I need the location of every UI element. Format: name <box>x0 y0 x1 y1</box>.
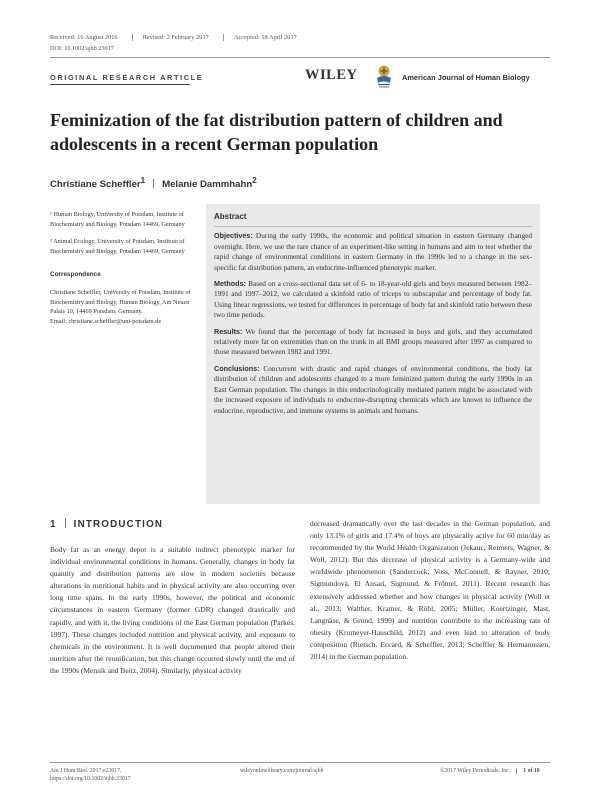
section-title: INTRODUCTION <box>73 519 164 530</box>
correspondence-heading: Correspondence <box>50 271 101 279</box>
header-rule <box>50 57 550 58</box>
body-text-column-1: Body fat as an energy depot is a suitable indirect phenotypic marker for individual environmental conditions in humans. Generally, changes in body fat quantity and distribution patterns are slow in modern societies because alterations in nutritional habits and in physical activity are also occurring over long time spans. In the early 1990s, however, the political and economic circumstances in eastern Germany (former GDR) changed drastically and rapidly, and with it, the living conditions of the East German population (Parkes, 1997). These changes included nutrition and physical activity, and exposure to chemicals in the environment. It is well documented that people altered their nutrition after the reunification, but this change occurred slowly until the end of the 1990s (Mensik and Beitz, 2004). Similarly, physical activity <box>50 545 295 675</box>
article-title: Feminization of the fat distribution pattern of children and adolescents in a recent German population <box>50 110 503 154</box>
author-affiliation-number: 1 <box>140 176 146 185</box>
footer-citation <box>50 767 131 784</box>
body-text-column-2: decreased dramatically over the last decades in the German population, and only 13.1% of girls and 17.4% of boys are physically active for 60 min/day as recommended by the World Health Organization (Jekauc, Reimers, Wagner, & Woll, 2012). But this decrease of physical activity is a Germany-wide and worldwide phenomenon (Sandercock, Voss, McConnell, & Rayner, 2010; Sigmundová, El Ansari, Sigmund, & Frömel, 2011). Recent research has extensively addressed whether and how changes in physical activity (Woll et al., 2013; Walther, Kramer, & Röbl, 2005; Müller, Koertzinger, Mast, Langnäse, & Grund, 1999) and nutrition contribute to the increasing rate of obesity (Kromeyer-Hauschild, 2012) and even lead to alteration of body composition (Rietsch, Eccard, & Scheffler, 2013; Scheffler & Hermanussen, 2014) in the German population. <box>310 519 550 662</box>
methods-label: Methods: <box>214 279 246 289</box>
author-name: Melanie Dammhahn <box>162 179 253 191</box>
received-date: Received: 16 August 2016 <box>50 34 118 41</box>
objectives-text: During the early 1990s, the economic and political situation in eastern Germany changed overnight. Here, we use the rare chance of an experiment-like setting in humans and aim to test whether the rapid change of environmental conditions in eastern Germany in the 1990s led to a change in the sex-specific fat distribution pattern, an endocrine-influenced phenotypic marker. <box>214 231 532 272</box>
citation-text: Am J Hum Biol. 2017;e23017. <box>50 768 122 774</box>
revised-date: Revised: 2 February 2017 <box>142 34 209 41</box>
correspondence-email[interactable]: Email: christiane.scheffler@uni-potsdam.de <box>50 317 162 325</box>
copyright-text: ©2017 Wiley Periodicals, Inc. <box>440 768 511 774</box>
section-number: 1 <box>50 519 57 530</box>
society-logo-icon <box>372 63 396 91</box>
results-label: Results: <box>214 326 243 336</box>
article-type: ORIGINAL RESEARCH ARTICLE <box>50 73 204 82</box>
journal-url-link[interactable]: wileyonlinelibrary.com/journal/ajhb <box>240 768 324 774</box>
abstract-results <box>214 327 532 358</box>
author-list <box>50 176 257 190</box>
footer-rule <box>50 762 550 763</box>
section-heading <box>50 518 163 530</box>
author-affiliation-number: 2 <box>252 176 257 185</box>
correspondence-address: Christiane Scheffler, University of Potsdam, Institute of Biochemistry and Biology, Human Biology, Am Neuen Palais 10, 14469 Potsdam, Germany. <box>50 288 191 316</box>
conclusions-label: Conclusions: <box>214 363 260 373</box>
author-separator <box>153 179 154 188</box>
page-number: 1 of 10 <box>516 768 539 774</box>
abstract-methods <box>214 279 532 321</box>
article-type-rule <box>50 84 190 85</box>
abstract-heading: Abstract <box>214 212 532 227</box>
author-info-column <box>50 210 198 334</box>
history-dates <box>50 34 550 41</box>
affiliation: ¹ Human Biology, University of Potsdam, Institute of Biochemistry and Biology, Potsdam 14469, Germany <box>50 211 185 228</box>
author-name: Christiane Scheffler <box>50 179 141 191</box>
methods-text: Based on a cross-sectional data set of 6- to 18-year-old girls and boys measured between 1982–1991 and 1997–2012, we calculated a skinfold ratio of triceps to subscapular and percentage of body fat. Using linear regressions, we tested for differences in percentage of body fat and skinfold ratio between these two time periods. <box>214 279 532 320</box>
abstract-conclusions <box>214 364 532 416</box>
conclusions-text: Concurrent with drastic and rapid changes of environmental conditions, the body fat distribution of children and adolescents changed to a more feminized pattern during the early 1990s in an East German population. The changes in this endocrinologically mediated pattern might be associated with the increased exposure of individuals to endocrine-disrupting chemicals which are known to influence the endocrine, reproductive, and immune systems in animals and humans. <box>214 363 533 415</box>
section-separator <box>65 518 66 528</box>
objectives-label: Objectives: <box>214 231 253 241</box>
publisher-name: WILEY <box>305 67 358 83</box>
citation-doi-link[interactable]: https://doi.org/10.1002/ajhb.23017 <box>50 776 131 783</box>
abstract-objectives <box>214 231 532 273</box>
footer-copyright <box>440 767 540 775</box>
affiliation: ² Animal Ecology, University of Potsdam, Institute of Biochemistry and Biology, Potsdam 14469, Germany <box>50 238 185 255</box>
results-text: We found that the percentage of body fat increased in boys and girls, and they accumulated relatively more fat on extremities than on the trunk in all BMI groups measured after 1997 as compared to those measured between 1982 and 1991. <box>214 326 532 357</box>
journal-name: American Journal of Human Biology <box>402 73 530 82</box>
doi[interactable]: DOI: 10.1002/ajhb.23017 <box>50 45 114 52</box>
abstract-box <box>206 204 540 504</box>
accepted-date: Accepted: 18 April 2017 <box>233 34 297 41</box>
